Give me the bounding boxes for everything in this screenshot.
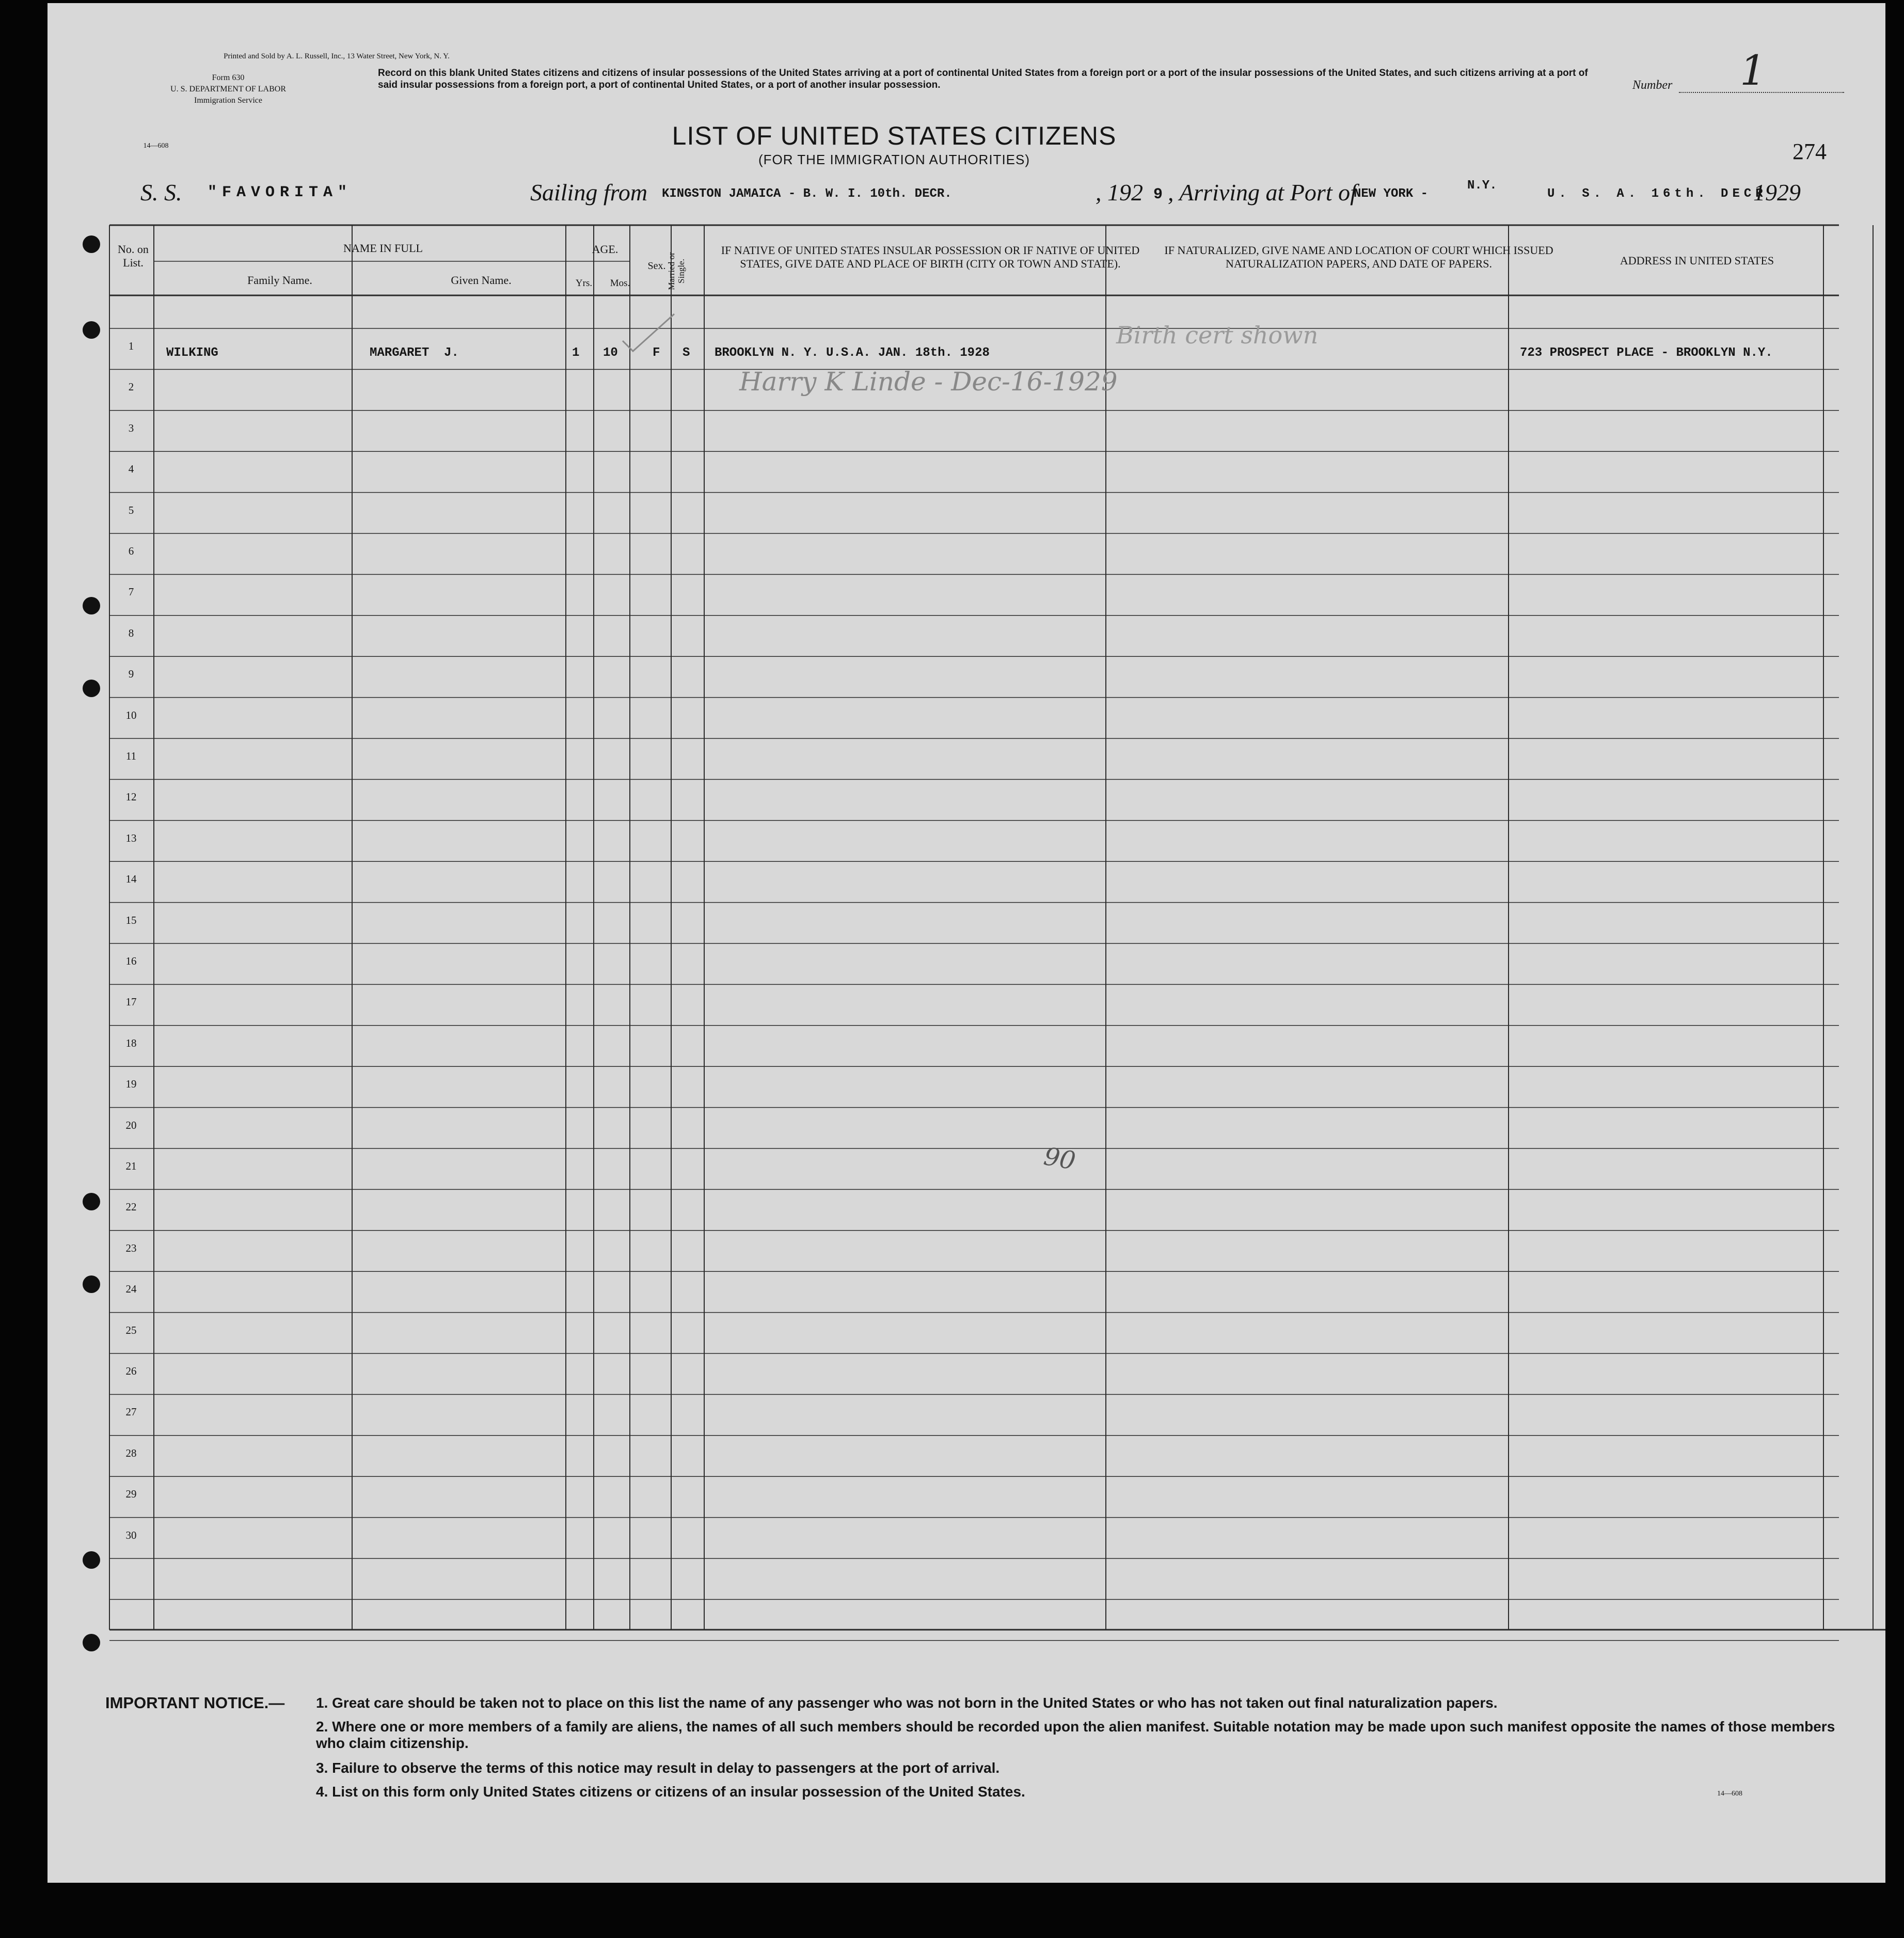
row-number: 8 bbox=[128, 626, 134, 639]
row-number: 13 bbox=[125, 831, 137, 844]
year-prefix: , 192 bbox=[1096, 179, 1143, 206]
entry-address: 723 PROSPECT PLACE - BROOKLYN N.Y. bbox=[1520, 346, 1773, 360]
page-subtitle: (FOR THE IMMIGRATION AUTHORITIES) bbox=[758, 152, 1030, 167]
notice-item-3: 3. Failure to observe the terms of this notice may result in delay to passengers at the port of arrival. bbox=[316, 1760, 1000, 1776]
punch-hole bbox=[83, 1634, 100, 1651]
page-title: LIST OF UNITED STATES CITIZENS bbox=[672, 121, 1117, 150]
important-notice-label: IMPORTANT NOTICE.— bbox=[105, 1694, 285, 1712]
col-age: AGE. bbox=[592, 243, 618, 256]
row-number: 19 bbox=[125, 1078, 137, 1091]
row-number: 18 bbox=[125, 1036, 137, 1049]
punch-hole bbox=[83, 235, 100, 253]
year-digit: 9 bbox=[1153, 186, 1164, 203]
punch-hole bbox=[83, 321, 100, 339]
row-number: 27 bbox=[125, 1406, 137, 1419]
row-number: 9 bbox=[128, 668, 134, 681]
service-label: Immigration Service bbox=[194, 96, 262, 105]
entry-sex: F bbox=[653, 346, 660, 360]
arriving-rest: U. S. A. 16th. DECR bbox=[1547, 187, 1767, 201]
col-name-in-full: NAME IN FULL bbox=[343, 242, 423, 255]
row-number: 4 bbox=[128, 463, 134, 476]
sailing-label: Sailing from bbox=[530, 179, 648, 206]
row-number: 2 bbox=[128, 381, 134, 393]
col-family-name: Family Name. bbox=[247, 274, 312, 287]
arriving-state: N.Y. bbox=[1467, 179, 1497, 193]
row-number: 11 bbox=[125, 750, 137, 762]
row-number: 10 bbox=[125, 708, 137, 721]
row-number: 5 bbox=[128, 503, 134, 516]
punch-hole bbox=[83, 597, 100, 615]
manifest-sheet bbox=[47, 3, 1885, 1883]
row-number: 20 bbox=[125, 1118, 137, 1131]
row-number: 3 bbox=[128, 421, 134, 434]
row-number: 7 bbox=[128, 586, 134, 598]
row-number: 1 bbox=[128, 340, 134, 352]
col-naturalized: IF NATURALIZED, GIVE NAME AND LOCATION OF COURT WHICH ISSUED NATURALIZATION PAPERS, AND DATE OF PAPERS. bbox=[1164, 244, 1553, 270]
sailing-from: KINGSTON JAMAICA - B. W. I. 10th. DECR. bbox=[662, 187, 952, 201]
checkmark-icon bbox=[621, 312, 677, 353]
margin-note: 90 bbox=[1041, 1142, 1078, 1176]
row-number: 22 bbox=[125, 1201, 137, 1214]
row-number: 12 bbox=[125, 791, 137, 803]
punch-hole bbox=[83, 1551, 100, 1569]
entry-marital: S bbox=[683, 346, 690, 360]
row-number: 24 bbox=[125, 1283, 137, 1296]
row-number: 23 bbox=[125, 1241, 137, 1254]
entry-family-name: WILKING bbox=[166, 346, 218, 360]
entry-given-name: MARGARET J. bbox=[370, 346, 459, 360]
footer-code: 14—608 bbox=[1717, 1790, 1742, 1798]
number-value: 1 bbox=[1740, 46, 1766, 94]
col-mos: Mos. bbox=[610, 278, 630, 289]
entry-birth: BROOKLYN N. Y. U.S.A. JAN. 18th. 1928 bbox=[715, 346, 990, 360]
punch-hole bbox=[83, 680, 100, 697]
row-number: 21 bbox=[125, 1160, 137, 1172]
number-label: Number bbox=[1632, 78, 1673, 92]
arriving-port: NEW YORK - bbox=[1354, 187, 1429, 201]
entry-age-mos: 10 bbox=[603, 346, 618, 360]
punch-hole bbox=[83, 1275, 100, 1293]
handwritten-signature: Harry K Linde - Dec-16-1929 bbox=[739, 367, 1118, 397]
punch-hole bbox=[83, 1193, 100, 1210]
arrival-year: 1929 bbox=[1753, 179, 1801, 206]
col-sex: Sex. bbox=[647, 260, 666, 272]
instructions-text: Record on this blank United States citizens and citizens of insular possessions of the United States arriving at a port of continental United States from a foreign port or a port of the insular possessions of the United States, and such citizens arriving at a port of said insular possessions from a foreign port, a port of continental United States, or a port of another insular possession. bbox=[378, 68, 1588, 90]
col-yrs: Yrs. bbox=[575, 278, 593, 289]
ss-label: S. S. bbox=[140, 179, 182, 206]
ship-name: "FAVORITA" bbox=[208, 184, 353, 201]
form-number: Form 630 bbox=[212, 73, 245, 82]
notice-item-2: 2. Where one or more members of a family are aliens, the names of all such members should be recorded upon the alien manifest. Suitable notation may be made upon such manifest opposite the names of those members who claim citizenship. bbox=[316, 1719, 1835, 1751]
row-number: 15 bbox=[125, 913, 137, 926]
row-number: 25 bbox=[125, 1323, 137, 1336]
arriving-label: , Arriving at Port of bbox=[1168, 179, 1357, 206]
row-number: 17 bbox=[125, 996, 137, 1009]
col-birth: IF NATIVE OF UNITED STATES INSULAR POSSESSION OR IF NATIVE OF UNITED STATES, GIVE DATE AND PLACE OF BIRTH (CITY OR TOWN AND STATE). bbox=[721, 244, 1140, 270]
row-number: 16 bbox=[125, 955, 137, 967]
entry-age-yrs: 1 bbox=[572, 346, 580, 360]
page-number: 274 bbox=[1792, 139, 1827, 164]
entry-naturalized-note: Birth cert shown bbox=[1116, 321, 1319, 349]
form-code: 14—608 bbox=[143, 142, 169, 150]
printer-line: Printed and Sold by A. L. Russell, Inc., 13 Water Street, New York, N. Y. bbox=[224, 52, 450, 60]
department-label: U. S. DEPARTMENT OF LABOR bbox=[170, 85, 286, 93]
row-number: 28 bbox=[125, 1446, 137, 1459]
row-number: 14 bbox=[125, 873, 137, 886]
col-address: ADDRESS IN UNITED STATES bbox=[1620, 254, 1774, 267]
row-number: 29 bbox=[125, 1488, 137, 1501]
notice-item-4: 4. List on this form only United States citizens or citizens of an insular possession of the United States. bbox=[316, 1784, 1025, 1800]
row-number: 26 bbox=[125, 1365, 137, 1377]
row-number: 30 bbox=[125, 1529, 137, 1541]
row-number: 6 bbox=[128, 545, 134, 557]
col-married: Married or Single. bbox=[667, 252, 686, 290]
col-given-name: Given Name. bbox=[451, 274, 512, 287]
col-no-on-list: No. on List. bbox=[118, 243, 149, 269]
notice-item-1: 1. Great care should be taken not to place on this list the name of any passenger who was not born in the United States or who has not taken out final naturalization papers. bbox=[316, 1695, 1498, 1711]
